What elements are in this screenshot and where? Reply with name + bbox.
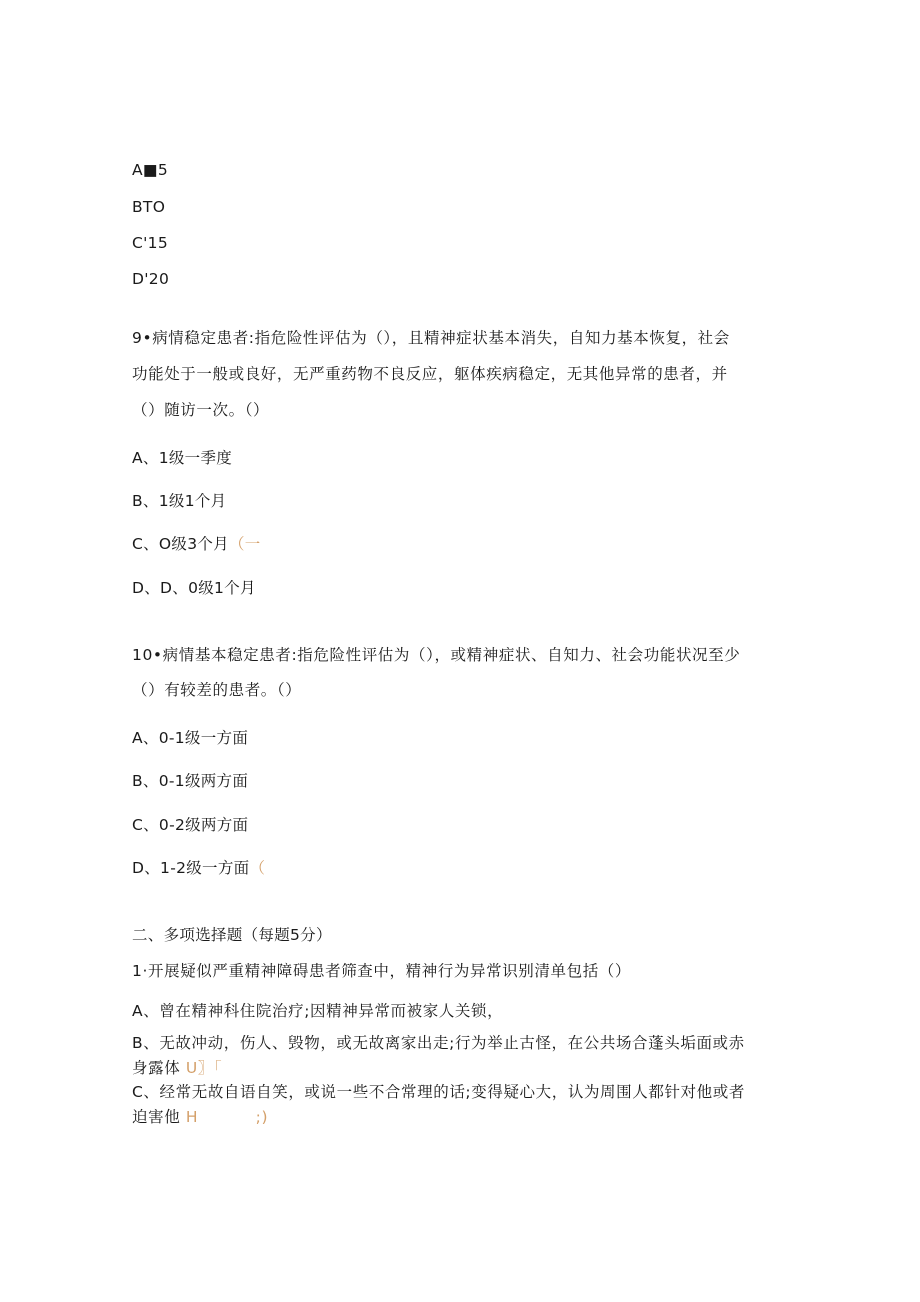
q10-text-line-1: 10•病情基本稳定患者:指危险性评估为（），或精神症状、自知力、社会功能状况至少 (132, 646, 741, 664)
q9-text-line-2: 功能处于一般或良好，无严重药物不良反应，躯体疾病稳定，无其他异常的患者，并 (132, 365, 728, 383)
q9-option-a: A、1级一季度 (132, 449, 233, 467)
q10-option-a: A、0-1级一方面 (132, 729, 249, 747)
s2-q1-option-b-line-2: 身露体 U〗「 (132, 1059, 223, 1077)
q10-option-d: D、1-2级一方面（ (132, 859, 266, 877)
q9-option-c: C、O级3个月（一 (132, 535, 261, 553)
q10-option-b: B、0-1级两方面 (132, 772, 249, 790)
prev-option-b: BTO (132, 198, 166, 216)
q9-text-line-3: （）随访一次。（） (132, 401, 270, 419)
s2-q1-option-c-mark-1: H (185, 1108, 199, 1126)
s2-q1-option-c-line-1: C、经常无故自语自笑，或说一些不合常理的话;变得疑心大，认为周围人都针对他或者 (132, 1083, 745, 1101)
s2-q1-option-b-mark: U〗「 (185, 1059, 223, 1077)
prev-option-c: C'15 (132, 234, 169, 252)
section-heading: 二、多项选择题（每题5分） (132, 926, 332, 944)
q9-option-d: D、D、0级1个月 (132, 579, 256, 597)
q9-option-b: B、1级1个月 (132, 492, 227, 510)
q9-option-c-mark: （一 (229, 535, 261, 553)
s2-q1-option-b-line-1: B、无故冲动，伤人、毁物，或无故离家出走;行为举止古怪，在公共场合蓬头垢面或赤 (132, 1034, 745, 1052)
q10-option-d-mark: （ (249, 859, 266, 877)
s2-q1-option-c-line-2: 迫害他 H ;) (132, 1108, 269, 1126)
q9-text-line-1: 9•病情稳定患者:指危险性评估为（），且精神症状基本消失，自知力基本恢复，社会 (132, 329, 730, 347)
s2-q1-option-c-mark-2: ;) (255, 1108, 269, 1126)
prev-option-d: D'20 (132, 270, 170, 288)
s2-q1-text: 1·开展疑似严重精神障碍患者筛查中，精神行为异常识别清单包括（） (132, 962, 631, 980)
prev-option-a: A■5 (132, 161, 169, 179)
s2-q1-option-a: A、曾在精神科住院治疗;因精神异常而被家人关锁， (132, 1002, 504, 1020)
q10-option-c: C、0-2级两方面 (132, 816, 249, 834)
q10-text-line-2: （）有较差的患者。（） (132, 681, 302, 699)
